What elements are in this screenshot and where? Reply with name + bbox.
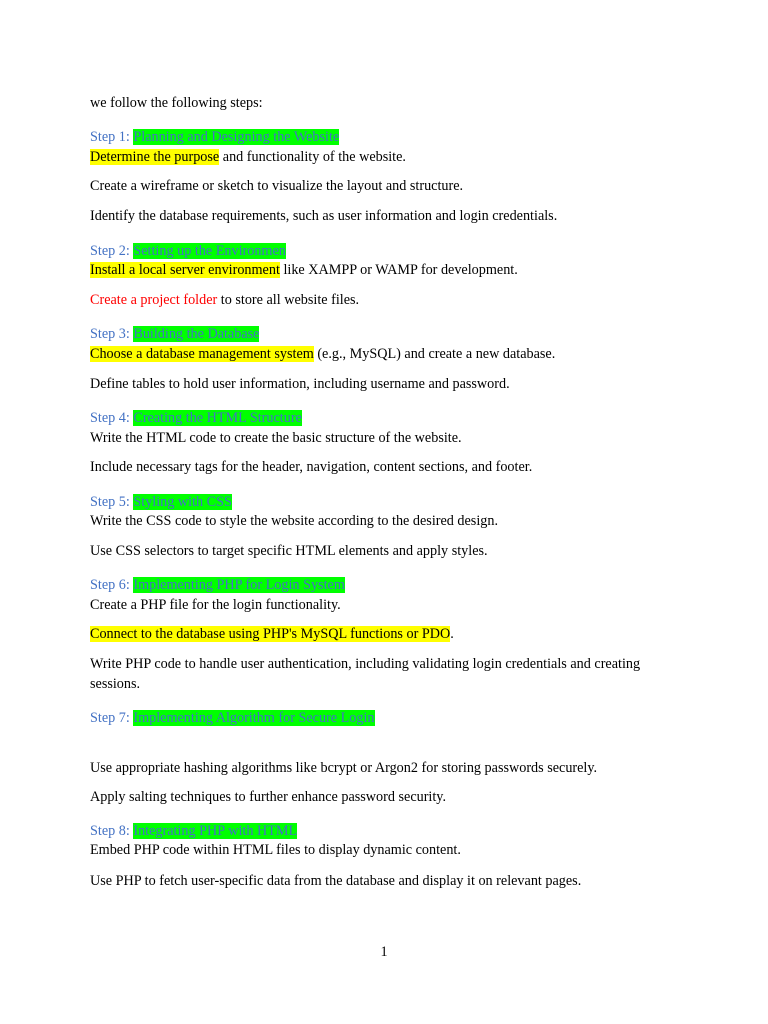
step-5-line-1: Write the CSS code to style the website according to the desired design. — [90, 513, 499, 529]
step-1-line-1 — [90, 148, 406, 166]
step-7-line-1: Use appropriate hashing algorithms like bcrypt or Argon2 for storing passwords securely. — [90, 760, 598, 776]
step-title: Creating the HTML Structure — [133, 410, 302, 426]
step-3-line-1 — [90, 345, 555, 363]
step-1-heading — [90, 128, 339, 146]
step-6-line-1: Create a PHP file for the login functionality. — [90, 597, 341, 613]
step-2-line-2 — [90, 291, 359, 309]
body-text: like XAMPP or WAMP for development. — [279, 262, 518, 278]
step-label: Step 6: — [90, 577, 134, 593]
step-3-heading — [90, 325, 259, 343]
step-label: Step 8: — [90, 823, 134, 839]
step-2-line-1 — [90, 261, 518, 279]
highlighted-text: Connect to the database using PHP's MySQL functions or PDO — [90, 626, 451, 642]
step-1-line-2: Create a wireframe or sketch to visualize the layout and structure. — [90, 178, 464, 194]
highlighted-text: Choose a database management system — [90, 346, 314, 362]
step-3-line-2: Define tables to hold user information, including username and password. — [90, 376, 510, 392]
step-label: Step 2: — [90, 243, 134, 259]
step-6-heading — [90, 576, 345, 594]
step-7-heading — [90, 709, 375, 727]
body-text: to store all website files. — [217, 292, 360, 308]
step-title: Building the Database — [133, 326, 260, 342]
step-8-line-2: Use PHP to fetch user-specific data from the database and display it on relevant pages. — [90, 873, 582, 889]
step-4-heading — [90, 409, 302, 427]
step-title: Implementing PHP for Login System — [133, 577, 345, 593]
step-4-line-1: Write the HTML code to create the basic structure of the website. — [90, 430, 462, 446]
step-label: Step 5: — [90, 494, 134, 510]
body-text: (e.g., MySQL) and create a new database. — [313, 346, 556, 362]
step-title: Integrating PHP with HTML — [133, 823, 298, 839]
step-label: Step 3: — [90, 326, 134, 342]
step-title: Planning and Designing the Website — [133, 129, 340, 145]
step-2-heading — [90, 242, 286, 260]
step-5-line-2: Use CSS selectors to target specific HTML elements and apply styles. — [90, 543, 488, 559]
step-6-line-2 — [90, 625, 454, 643]
body-text: . — [450, 626, 454, 642]
step-title: Setting up the Environmen — [133, 243, 286, 259]
step-label: Step 7: — [90, 710, 134, 726]
step-5-heading — [90, 493, 232, 511]
highlighted-text: Determine the purpose — [90, 149, 220, 165]
step-4-line-2: Include necessary tags for the header, navigation, content sections, and footer. — [90, 459, 533, 475]
step-title: Styling with CSS — [133, 494, 232, 510]
step-8-line-1: Embed PHP code within HTML files to display dynamic content. — [90, 842, 461, 858]
body-text: and functionality of the website. — [219, 149, 406, 165]
step-title: Implementing Algorithm for Secure Login — [133, 710, 375, 726]
page-number: 1 — [380, 944, 388, 960]
red-text: Create a project folder — [90, 292, 218, 308]
step-8-heading — [90, 822, 297, 840]
step-label: Step 4: — [90, 410, 134, 426]
step-6-line-4: sessions. — [90, 676, 141, 692]
step-1-line-3: Identify the database requirements, such as user information and login credentials. — [90, 208, 558, 224]
intro-text: we follow the following steps: — [90, 95, 263, 111]
highlighted-text: Install a local server environment — [90, 262, 280, 278]
step-label: Step 1: — [90, 129, 134, 145]
step-7-line-2: Apply salting techniques to further enhance password security. — [90, 789, 447, 805]
step-6-line-3: Write PHP code to handle user authentication, including validating login credentials and creating — [90, 656, 641, 672]
